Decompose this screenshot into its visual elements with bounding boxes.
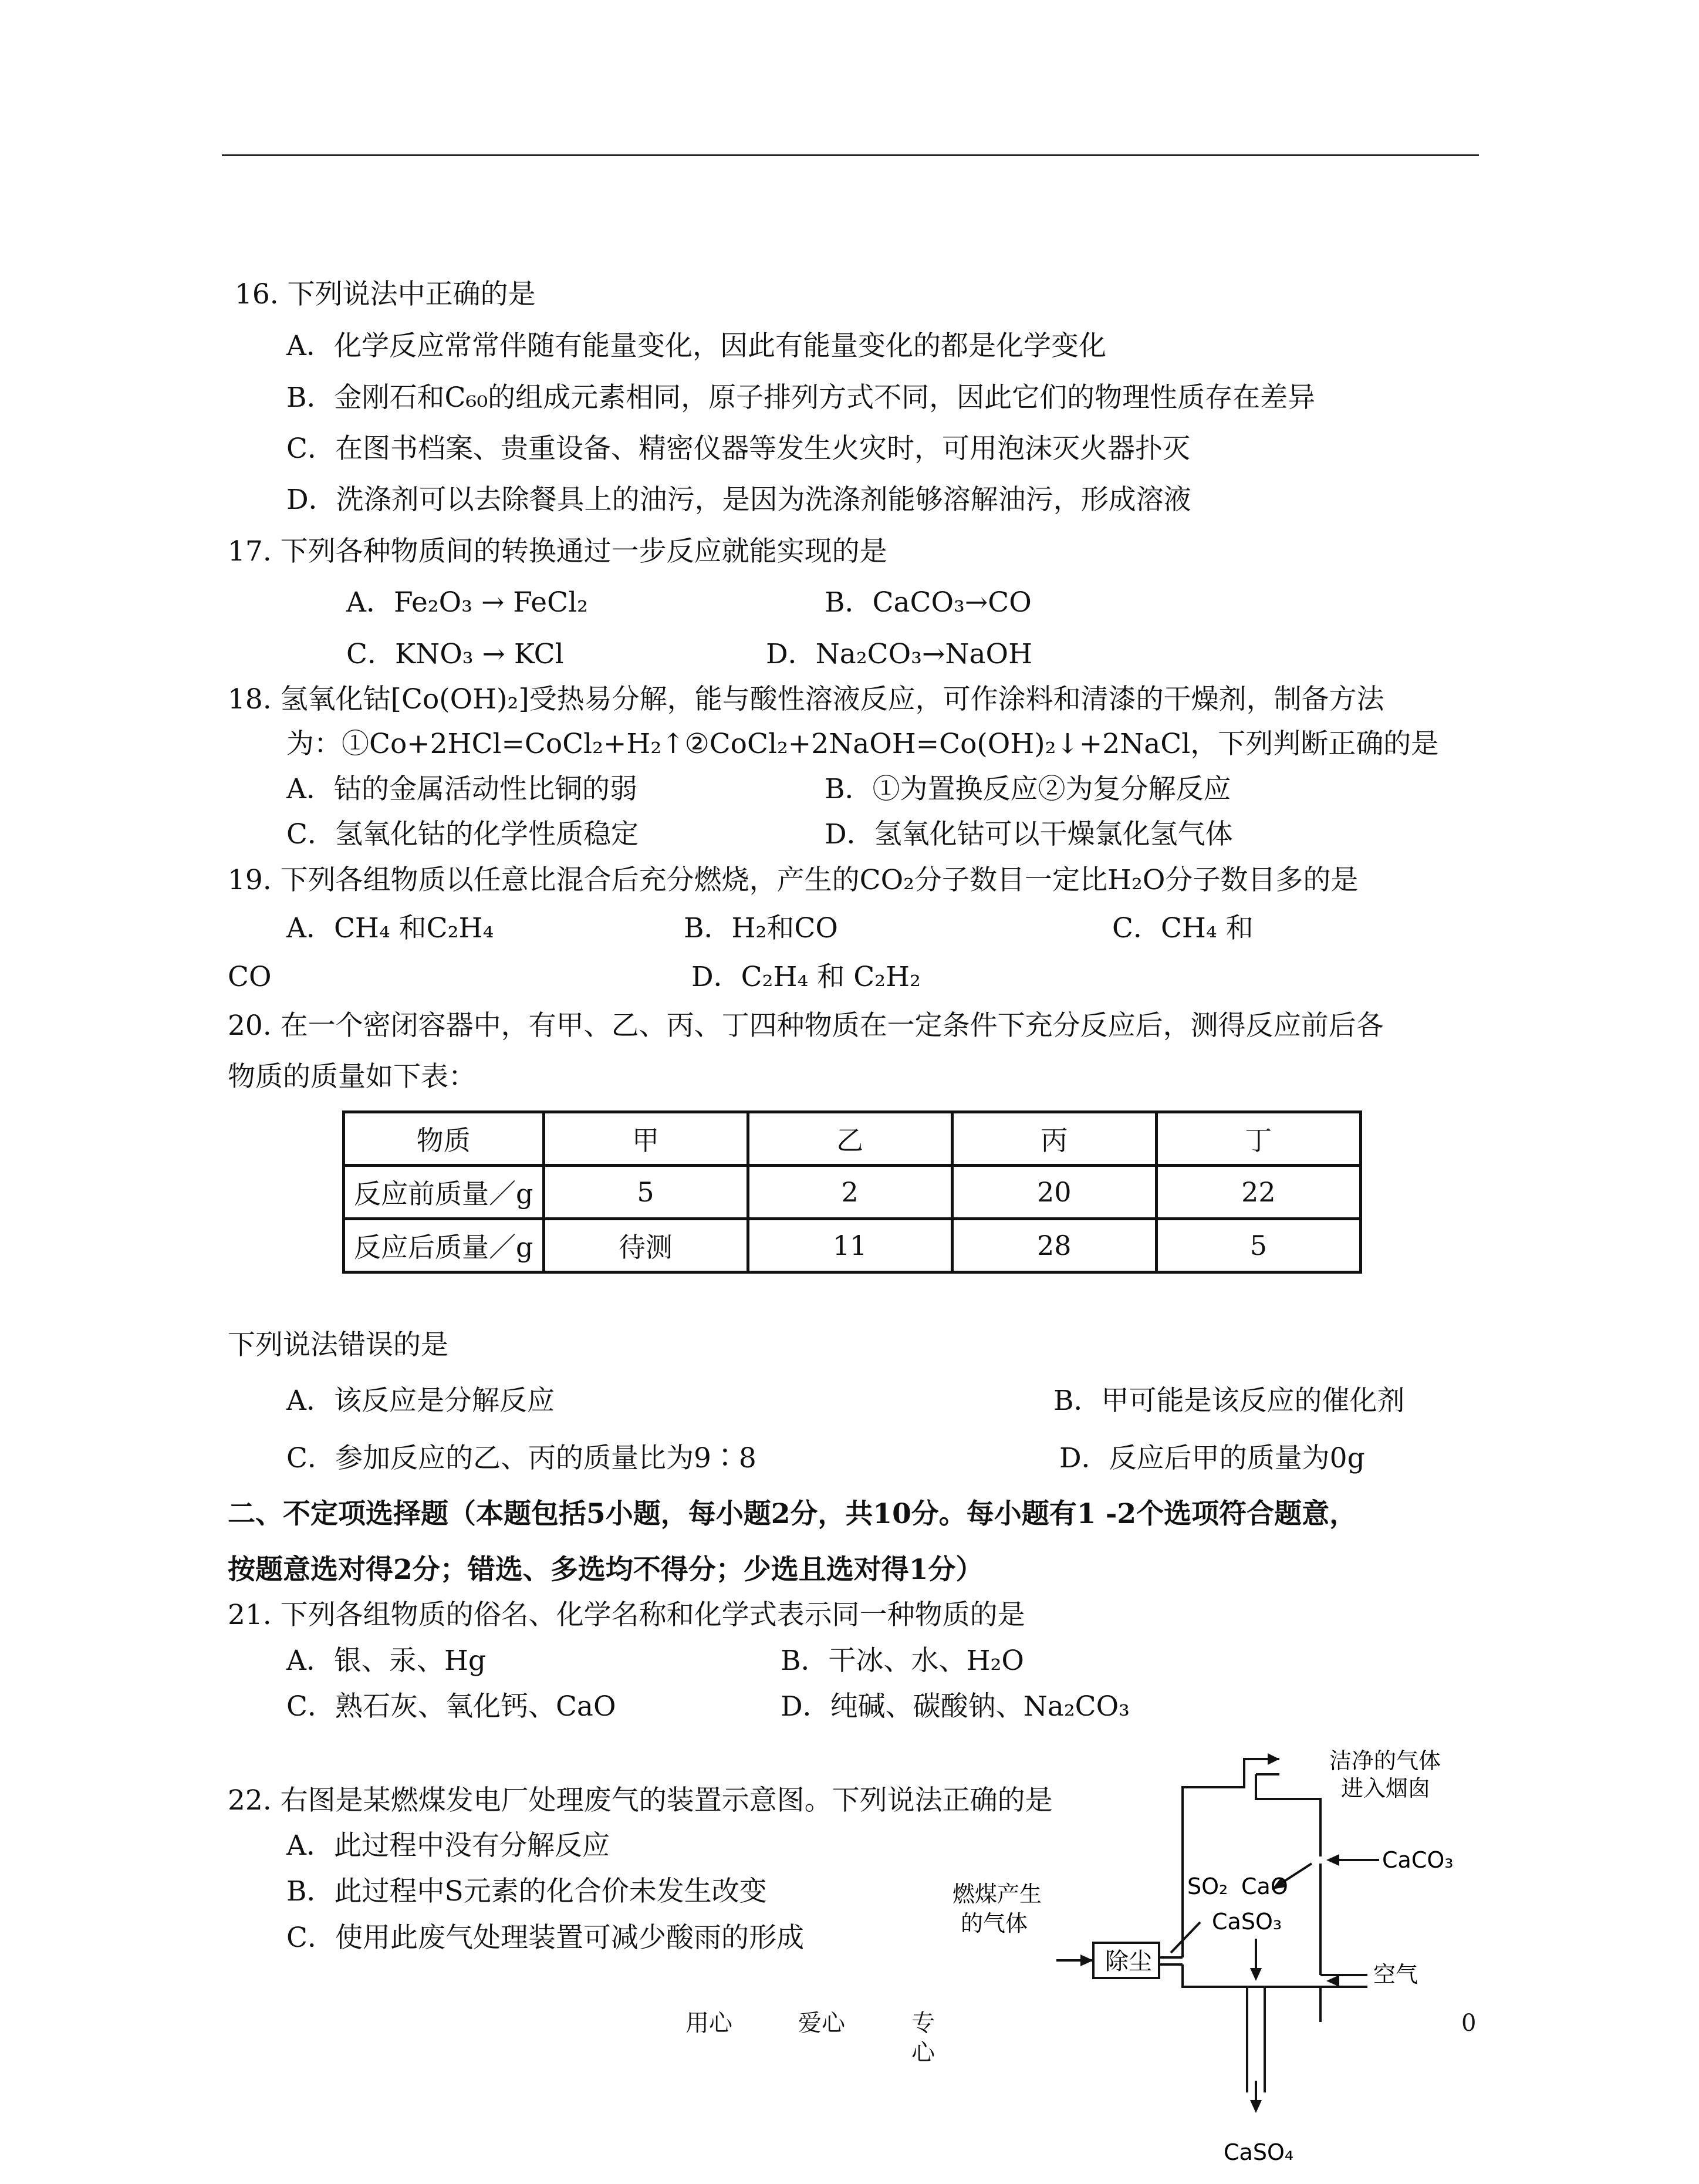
caso3-label: CaSO₃ [1212, 1909, 1282, 1935]
q18-stem-line1: 18. 氢氧化钴[Co(OH)₂]受热易分解，能与酸性溶液反应，可作涂料和清漆的干燥剂，制备方法 [228, 683, 1384, 715]
q20-stem-line1: 20. 在一个密闭容器中，有甲、乙、丙、丁四种物质在一定条件下充分反应后，测得反应前后各 [228, 1010, 1384, 1042]
q17-option-d: D．Na₂CO₃→NaOH [766, 638, 1033, 670]
table-cell: 待测 [543, 1219, 748, 1272]
q19-option-c-cont: CO [228, 961, 272, 993]
caso3-arrowhead [1250, 1968, 1262, 1981]
table-cell: 22 [1156, 1166, 1360, 1219]
table-row [344, 1219, 1361, 1272]
table-header-row [344, 1112, 1361, 1166]
q18-option-d: D．氢氧化钴可以干燥氯化氢气体 [825, 818, 1233, 850]
caco3-label: CaCO₃ [1382, 1847, 1454, 1873]
q22-option-b: B．此过程中S元素的化合价未发生改变 [286, 1875, 767, 1908]
q20-prompt: 下列说法错误的是 [228, 1329, 448, 1361]
header-rule [222, 154, 1479, 156]
table-cell: 11 [748, 1219, 952, 1272]
cao-label: CaO [1241, 1874, 1288, 1899]
caco3-arrowhead [1326, 1854, 1339, 1866]
tower-right-wall-upper [1256, 1774, 1320, 1856]
q20-option-d: D．反应后甲的质量为0g [1059, 1442, 1365, 1474]
diagram-arrowheads [1080, 1753, 1339, 2113]
q16-option-d: D．洗涤剂可以去除餐具上的油污，是因为洗涤剂能够溶解油污，形成溶液 [286, 484, 1191, 516]
q22-option-a: A．此过程中没有分解反应 [286, 1829, 610, 1862]
q19-option-a: A．CH₄ 和C₂H₄ [286, 912, 494, 944]
q19-option-d: D．C₂H₄ 和 C₂H₂ [691, 961, 921, 993]
q16-option-c: C．在图书档案、贵重设备、精密仪器等发生火灾时，可用泡沫灭火器扑灭 [286, 433, 1190, 465]
so2-arrow [1171, 1922, 1200, 1953]
table-cell: 20 [952, 1166, 1156, 1219]
page-number: 0 [1461, 2010, 1477, 2037]
flue-gas-label-1: 燃煤产生 [952, 1881, 1042, 1907]
q16-option-b: B．金刚石和C₆₀的组成元素相同，原子排列方式不同，因此它们的物理性质存在差异 [286, 382, 1316, 414]
q21-stem: 21. 下列各组物质的俗名、化学名称和化学式表示同一种物质的是 [228, 1599, 1025, 1631]
table-header-cell: 甲 [543, 1112, 748, 1166]
caso4-arrowhead [1250, 2100, 1262, 2113]
table-header-cell: 乙 [748, 1112, 952, 1166]
diagram-pipes [1056, 1759, 1379, 2110]
q21-option-d: D．纯碱、碳酸钠、Na₂CO₃ [781, 1690, 1130, 1723]
section2-heading-line2: 按题意选对得2分；错选、多选均不得分；少选且选对得1分） [228, 1554, 984, 1586]
footer-word-2: 爱心 [798, 2010, 845, 2037]
table-row [344, 1166, 1361, 1219]
clean-gas-label-1: 洁净的气体 [1329, 1748, 1441, 1774]
q17-option-c: C．KNO₃ → KCl [346, 638, 564, 670]
table-cell: 5 [543, 1166, 748, 1219]
table-cell: 反应后质量／g [344, 1219, 544, 1272]
q18-option-b: B．①为置换反应②为复分解反应 [825, 773, 1231, 805]
table-header-cell: 物质 [344, 1112, 544, 1166]
q16-stem: 16. 下列说法中正确的是 [235, 278, 536, 310]
q19-stem: 19. 下列各组物质以任意比混合后充分燃烧，产生的CO₂分子数目一定比H₂O分子数目多的是 [228, 864, 1359, 896]
caso4-label: CaSO₄ [1224, 2139, 1294, 2165]
flue-gas-treatment-diagram [936, 1746, 1464, 2184]
table-header-cell: 丙 [952, 1112, 1156, 1166]
so2-label: SO₂ [1187, 1874, 1228, 1899]
air-arrowhead [1326, 1975, 1339, 1987]
q21-option-c: C．熟石灰、氧化钙、CaO [286, 1690, 616, 1723]
q18-stem-line2: 为：①Co+2HCl=CoCl₂+H₂↑②CoCl₂+2NaOH=Co(OH)₂↓+2NaCl，下列判断正确的是 [286, 728, 1439, 760]
q17-option-b: B．CaCO₃→CO [825, 586, 1032, 619]
mass-table [342, 1110, 1362, 1274]
clean-gas-label-2: 进入烟囱 [1341, 1775, 1431, 1801]
q16-option-a: A．化学反应常常伴随有能量变化，因此有能量变化的都是化学变化 [286, 330, 1106, 362]
q20-option-b: B．甲可能是该反应的催化剂 [1053, 1385, 1405, 1417]
table-cell: 28 [952, 1219, 1156, 1272]
q18-option-c: C．氢氧化钴的化学性质稳定 [286, 818, 639, 850]
outlet-arrowhead [1268, 1753, 1279, 1765]
inlet-arrowhead [1080, 1955, 1093, 1966]
table-cell: 2 [748, 1166, 952, 1219]
table-cell: 反应前质量／g [344, 1166, 544, 1219]
q17-stem: 17. 下列各种物质间的转换通过一步反应就能实现的是 [228, 535, 887, 568]
dust-remover-label: 除尘 [1105, 1948, 1152, 1975]
section2-heading-line1: 二、不定项选择题（本题包括5小题，每小题2分，共10分。每小题有1 -2个选项符合题意， [228, 1498, 1357, 1530]
q18-option-a: A．钴的金属活动性比铜的弱 [286, 773, 637, 805]
air-label: 空气 [1373, 1962, 1418, 1987]
q20-option-c: C．参加反应的乙、丙的质量比为9∶8 [286, 1442, 756, 1474]
footer-word-1: 用心 [685, 2010, 732, 2037]
table-cell: 5 [1156, 1219, 1360, 1272]
q19-option-b: B．H₂和CO [684, 912, 838, 944]
q22-stem: 22. 右图是某燃煤发电厂处理废气的装置示意图。下列说法正确的是 [228, 1784, 1053, 1817]
q20-stem-line2: 物质的质量如下表： [228, 1061, 476, 1093]
q21-option-b: B．干冰、水、H₂O [781, 1645, 1024, 1677]
q19-option-c: C．CH₄ 和 [1112, 912, 1254, 944]
q20-option-a: A．该反应是分解反应 [286, 1385, 555, 1417]
tower-bottom-right-wall [1183, 1964, 1320, 2022]
q21-option-a: A．银、汞、Hg [286, 1645, 487, 1677]
flue-gas-label-2: 的气体 [961, 1910, 1028, 1936]
q22-option-c: C．使用此废气处理装置可减少酸雨的形成 [286, 1922, 804, 1954]
table-header-cell: 丁 [1156, 1112, 1360, 1166]
q17-option-a: A．Fe₂O₃ → FeCl₂ [346, 586, 588, 619]
footer-word-3: 专心 [911, 2010, 935, 2066]
